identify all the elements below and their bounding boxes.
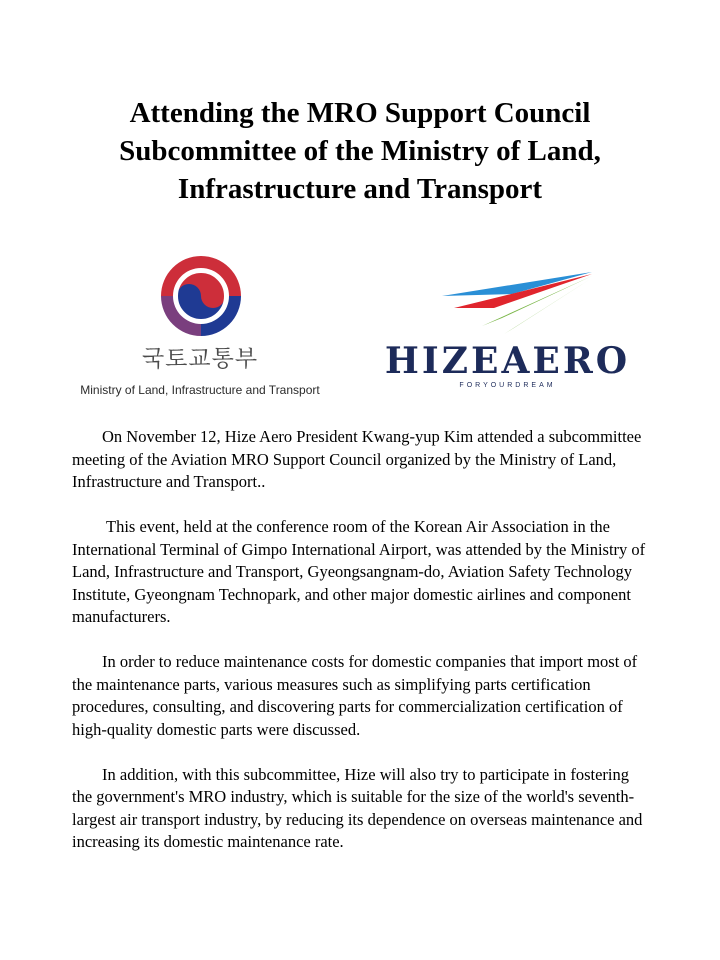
- taegeuk-emblem-icon: [159, 254, 243, 338]
- paragraph: On November 12, Hize Aero President Kwang-yup Kim attended a subcommittee meeting of the Aviation MRO Support Council organized by the Ministry of Land, Infrastructure and Transport..: [72, 427, 642, 491]
- paragraph: In addition, with this subcommittee, Hize will also try to participate in fostering the government's MRO industry, which is suitable for the size of the world's seventh-largest air transport industry, by reducing its dependence on overseas maintenance and increasing its domestic maintenance rate.: [72, 764, 643, 851]
- page-title: Attending the MRO Support Council Subcommittee of the Ministry of Land, Infrastructure and Transport: [119, 97, 601, 205]
- molit-korean-name: 국토교통부: [141, 346, 259, 372]
- hizeaero-logo: [380, 268, 635, 398]
- aircraft-swoosh-icon: [442, 268, 592, 338]
- molit-logo: [62, 254, 338, 404]
- paragraph: In order to reduce maintenance costs for domestic companies that import most of the maintenance parts, various measures such as simplifying parts certification procedures, consulting, and discovering parts for commercialization certification of high-quality domestic parts were discussed.: [72, 652, 638, 739]
- article-body: [72, 426, 652, 876]
- hizeaero-wordmark: HIZEAERO: [384, 340, 631, 382]
- molit-english-name: Ministry of Land, Infrastructure and Transport: [80, 383, 320, 397]
- paragraph: This event, held at the conference room of the Korean Air Association in the International Terminal of Gimpo International Airport, was attended by the Ministry of Land, Infrastructure and Transport, Gyeongsangnam-do, Aviation Safety Technology Institute, Gyeongnam Technopark, and other major domestic airlines and component manufacturers.: [72, 517, 646, 626]
- hizeaero-tagline: FORYOURDREAM: [459, 382, 556, 389]
